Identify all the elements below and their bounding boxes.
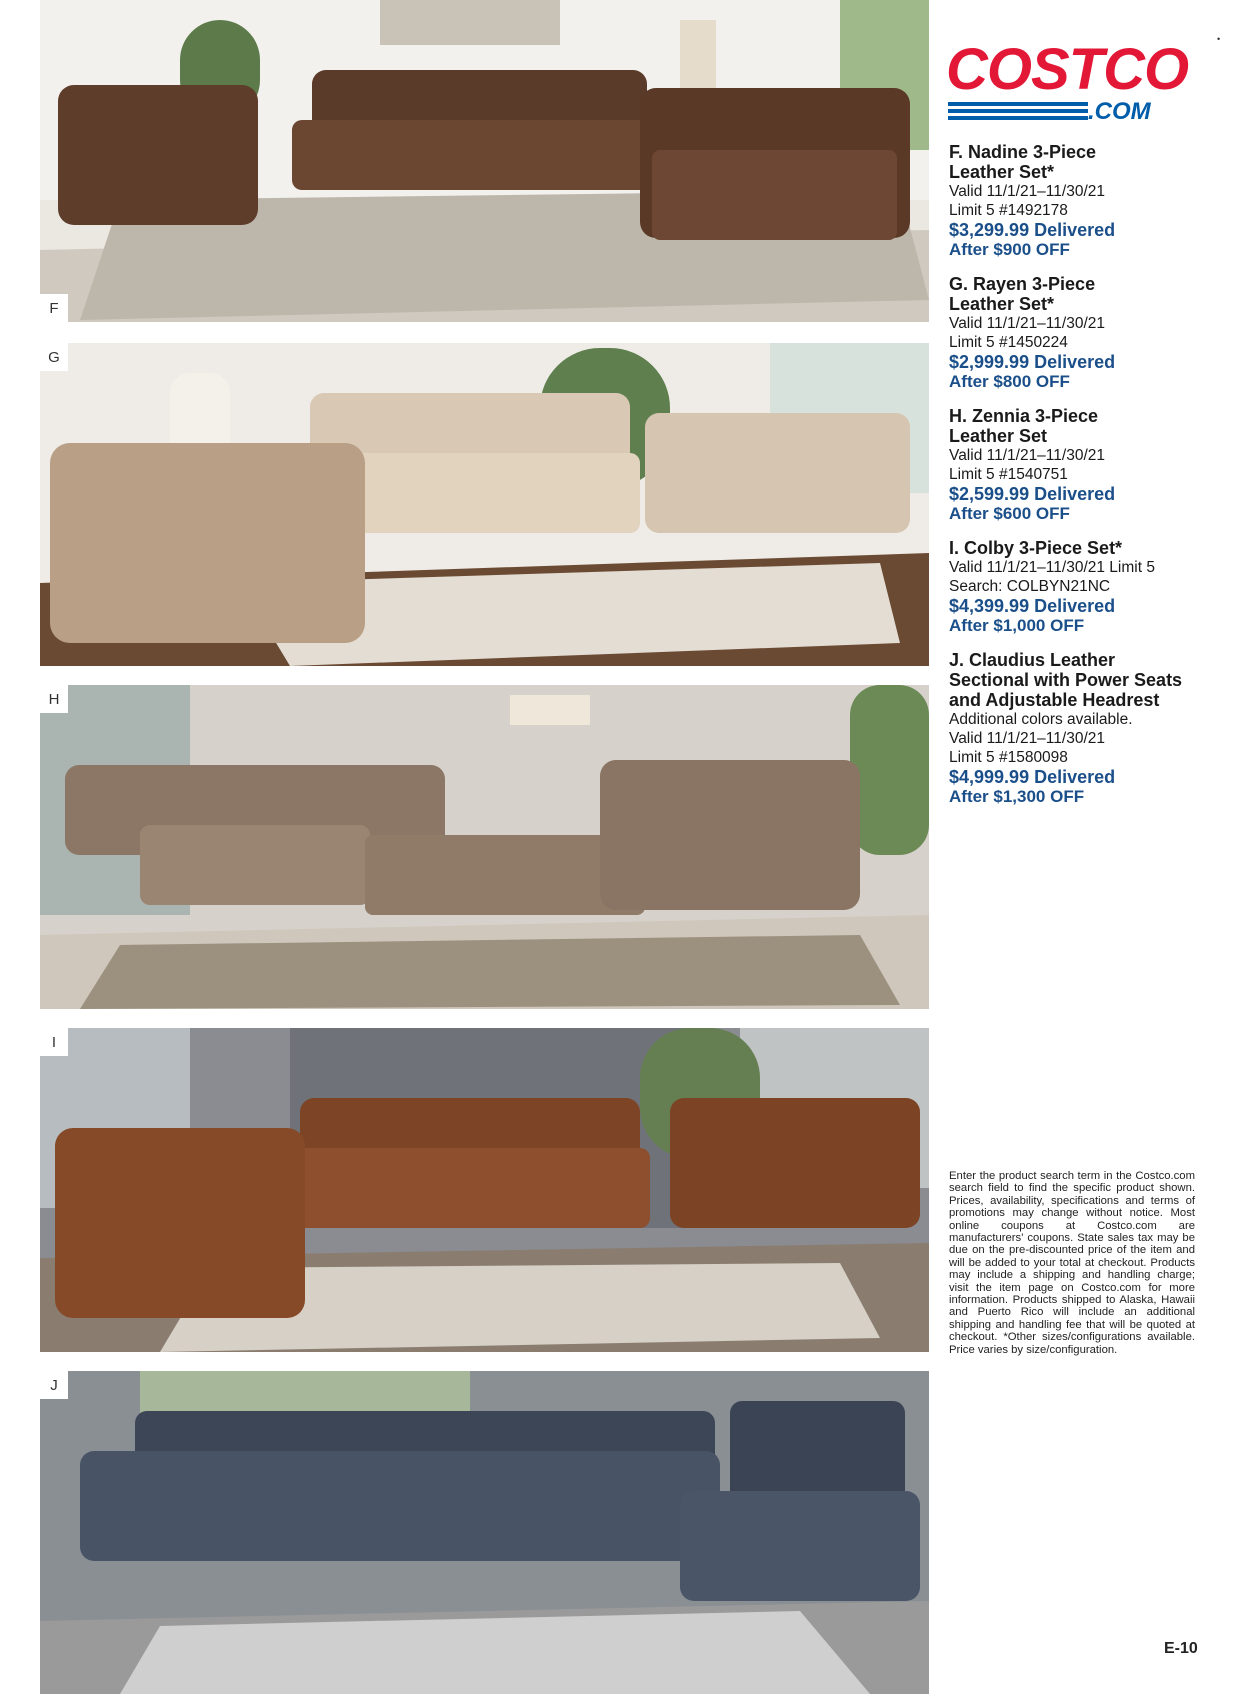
product-name-line: F. Nadine 3-Piece: [949, 142, 1097, 162]
photo-label-g: G: [40, 343, 68, 371]
product-name-line: and Adjustable Headrest: [949, 690, 1160, 710]
product-search-term: Search: COLBYN21NC: [949, 578, 1111, 595]
product-limit: Limit 5 #1492178: [949, 202, 1068, 219]
product-i: [949, 538, 1239, 636]
logo-wordmark: COSTCO: [946, 37, 1189, 102]
product-name-line: Leather Set*: [949, 294, 1055, 314]
product-name-line: H. Zennia 3-Piece: [949, 406, 1099, 426]
product-limit: Limit 5 #1580098: [949, 749, 1068, 766]
product-price: $3,299.99 Delivered: [949, 220, 1116, 240]
product-name-line: Leather Set*: [949, 162, 1055, 182]
product-valid: Valid 11/1/21–11/30/21: [949, 730, 1105, 747]
product-h: [949, 406, 1239, 524]
photo-i: [40, 1028, 929, 1352]
product-discount: After $1,300 OFF: [949, 787, 1085, 806]
logo-suffix: .COM: [1088, 98, 1151, 125]
product-name-line: J. Claudius Leather: [949, 650, 1116, 670]
product-discount: After $900 OFF: [949, 240, 1070, 259]
product-limit: Limit 5 #1450224: [949, 334, 1068, 351]
blue-leather-sectional-photo: [40, 1371, 929, 1694]
fine-print-disclaimer: Enter the product search term in the Costco.com search field to find the specific product shown. Prices, availability, specifications and terms of promotions may change without notice. Most online coupons at Costco.com are manufacturers' coupons. State sales tax may be due on the pre-discounted price of the item and will be added to your total at checkout. Products may include a shipping and handling charge; visit the item page on Costco.com for more information. Products shipped to Alaska, Hawaii and Puerto Rico will include an additional shipping and handling fee that will be quoted at checkout. *Other sizes/configurations available. Price varies by size/configuration.: [949, 1170, 1195, 1356]
product-price: $2,599.99 Delivered: [949, 484, 1116, 504]
product-price: $2,999.99 Delivered: [949, 352, 1116, 372]
brown-leather-sofa-set-photo: [40, 0, 929, 322]
taupe-leather-set-photo: [40, 685, 929, 1009]
product-j: [949, 650, 1239, 807]
product-valid: Valid 11/1/21–11/30/21 Limit 5: [949, 559, 1155, 576]
photo-label-h: H: [40, 685, 68, 713]
product-valid: Valid 11/1/21–11/30/21: [949, 183, 1105, 200]
corner-mark: •: [1217, 34, 1221, 44]
product-valid: Valid 11/1/21–11/30/21: [949, 315, 1105, 332]
product-name-line: I. Colby 3-Piece Set*: [949, 538, 1123, 558]
costco-logo: [946, 37, 1192, 125]
product-name-line: Leather Set: [949, 426, 1048, 446]
product-price: $4,399.99 Delivered: [949, 596, 1116, 616]
page-number: E-10: [1164, 1640, 1198, 1657]
photo-label-i: I: [40, 1028, 68, 1056]
product-limit: Limit 5 #1540751: [949, 466, 1068, 483]
product-g: [949, 274, 1239, 392]
photo-label-f: F: [40, 294, 68, 322]
photo-f: [40, 0, 929, 322]
product-name-line: G. Rayen 3-Piece: [949, 274, 1096, 294]
product-f: [949, 142, 1239, 260]
product-list: [949, 142, 1239, 821]
cream-leather-sofa-set-photo: [40, 343, 929, 666]
cognac-leather-sofa-set-photo: [40, 1028, 929, 1352]
product-note: Additional colors available.: [949, 711, 1133, 728]
product-discount: After $1,000 OFF: [949, 616, 1085, 635]
photo-label-j: J: [40, 1371, 68, 1399]
logo-stripes: [948, 102, 1088, 123]
product-discount: After $800 OFF: [949, 372, 1070, 391]
photo-g: [40, 343, 929, 666]
product-name-line: Sectional with Power Seats: [949, 670, 1183, 690]
photo-j: [40, 1371, 929, 1694]
product-price: $4,999.99 Delivered: [949, 767, 1116, 787]
photo-h: [40, 685, 929, 1009]
product-valid: Valid 11/1/21–11/30/21: [949, 447, 1105, 464]
product-discount: After $600 OFF: [949, 504, 1070, 523]
